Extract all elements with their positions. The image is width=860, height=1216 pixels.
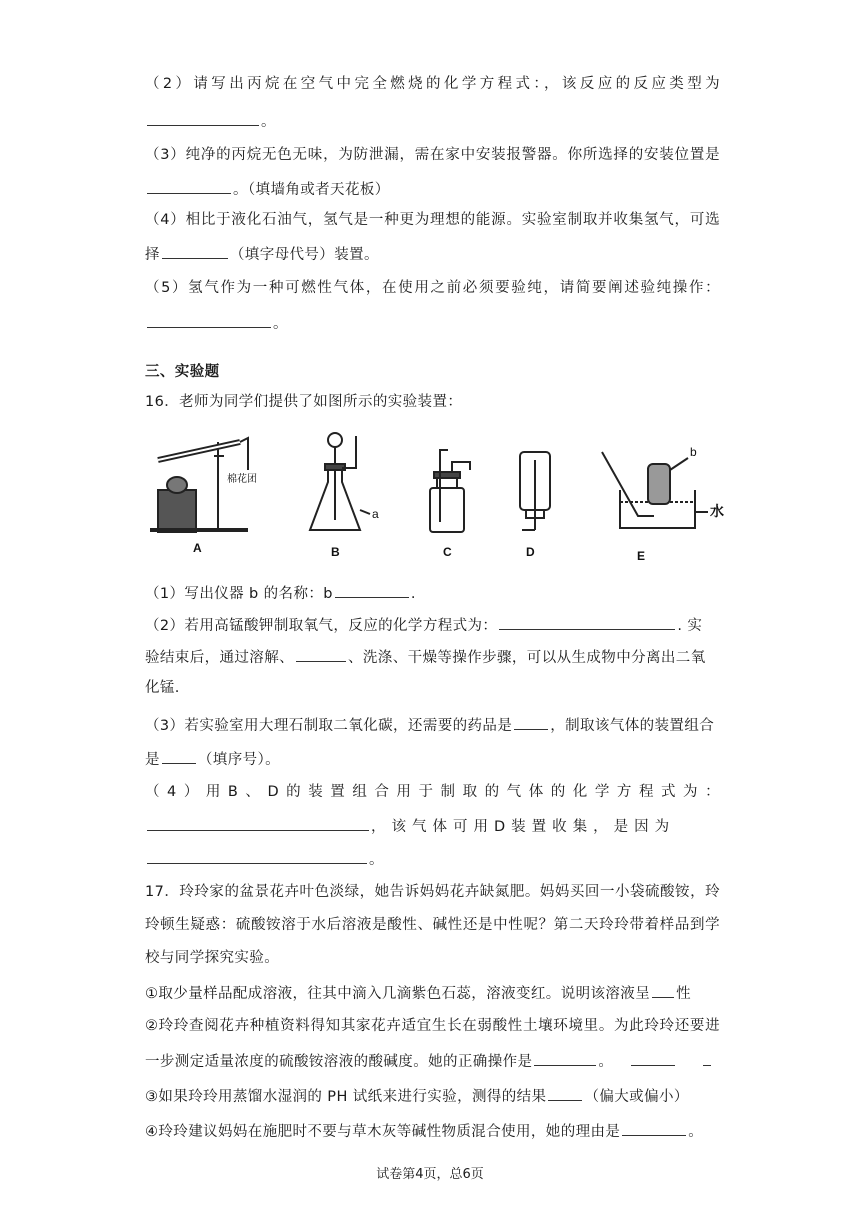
answer-blank[interactable] — [335, 582, 409, 598]
label-a: A — [193, 541, 202, 555]
q16-2-line1: （2）若用高锰酸钾制取氧气，反应的化学方程式为： . 实 — [145, 614, 720, 636]
apparatus-e — [602, 452, 708, 528]
q17-4: ④玲玲建议妈妈在施肥时不要与草木灰等碱性物质混合使用，她的理由是 。 — [145, 1120, 720, 1142]
page-footer: 试卷第4页，总6页 — [376, 1167, 484, 1182]
label-e: E — [637, 549, 646, 563]
q15-2-line1: （2）请写出丙烷在空气中完全燃烧的化学方程式：，该反应的反应类型为 — [145, 76, 720, 92]
q17-2-line2: 一步测定适量浓度的硫酸铵溶液的酸碱度。她的正确操作是 。 — [145, 1050, 720, 1072]
apparatus-figure — [140, 430, 730, 575]
q17-2-line1: ②玲玲查阅花卉种植资料得知其家花卉适宜生长在弱酸性土壤环境里。为此玲玲还要进 — [145, 1018, 720, 1034]
q16-1: （1）写出仪器 b 的名称：b . — [145, 582, 720, 604]
q16-4-line1: （4）用B、D的装置组合用于制取的气体的化学方程式为： — [145, 784, 720, 800]
answer-blank[interactable] — [622, 1120, 686, 1136]
q16-2-line2: 验结束后，通过溶解、 、洗涤、干燥等操作步骤，可以从生成物中分离出二氧 — [145, 646, 720, 668]
answer-blank[interactable] — [296, 646, 346, 662]
q15-5-line2: 。 — [145, 312, 720, 334]
q17-1: ①取少量样品配成溶液，往其中滴入几滴紫色石蕊，溶液变红。说明该溶液呈 性 — [145, 982, 720, 1004]
answer-blank[interactable] — [652, 982, 674, 998]
label-b: B — [331, 545, 340, 559]
label-water: 水 — [710, 503, 724, 519]
apparatus-a — [150, 438, 248, 532]
q16-4-line2: ，该气体可用D装置收集，是因为 — [145, 815, 720, 837]
q17-stem-line3: 校与同学探究实验。 — [145, 950, 280, 966]
section-heading: 三、实验题 — [145, 364, 220, 380]
answer-blank[interactable] — [548, 1085, 582, 1101]
q17-3: ③如果玲玲用蒸馏水湿润的 PH 试纸来进行实验，测得的结果 （偏大或偏小） — [145, 1085, 720, 1107]
label-tag-a: a — [372, 507, 379, 521]
q16-3-line1: （3）若实验室用大理石制取二氧化碳，还需要的药品是 ，制取该气体的装置组合 — [145, 714, 720, 736]
q15-2-line2: 。 — [145, 110, 720, 132]
label-tag-b: b — [690, 445, 697, 459]
answer-blank[interactable] — [499, 614, 675, 630]
apparatus-b — [310, 433, 370, 530]
q16-2-line3: 化锰. — [145, 680, 180, 696]
q15-3-line2: 。（填墙角或者天花板） — [145, 178, 720, 200]
q15-4-line2: 择 （填字母代号）装置。 — [145, 243, 720, 265]
q15-3-line1: （3）纯净的丙烷无色无味，为防泄漏，需在家中安装报警器。你所选择的安装位置是 — [145, 147, 720, 163]
answer-blank[interactable] — [147, 312, 271, 328]
q17-stem-line1: 17．玲玲家的盆景花卉叶色淡绿，她告诉妈妈花卉缺氮肥。妈妈买回一小袋硫酸铵，玲 — [145, 884, 720, 900]
answer-blank[interactable] — [631, 1050, 675, 1066]
label-d: D — [526, 545, 535, 559]
answer-blank[interactable] — [514, 714, 548, 730]
apparatus-svg — [140, 430, 730, 575]
apparatus-c — [430, 450, 470, 532]
answer-blank[interactable] — [162, 243, 228, 259]
q16-3-line2: 是 （填序号）。 — [145, 748, 720, 770]
label-c: C — [443, 545, 452, 559]
answer-blank[interactable] — [147, 110, 259, 126]
answer-blank[interactable] — [147, 848, 367, 864]
q16-stem: 16．老师为同学们提供了如图所示的实验装置： — [145, 394, 463, 410]
q15-5-line1: （5）氢气作为一种可燃性气体，在使用之前必须要验纯，请简要阐述验纯操作： — [145, 280, 720, 296]
q16-4-line3: 。 — [145, 848, 720, 870]
answer-blank[interactable] — [703, 1050, 711, 1066]
answer-blank[interactable] — [162, 748, 196, 764]
answer-blank[interactable] — [534, 1050, 596, 1066]
apparatus-d — [520, 452, 550, 530]
label-cotton: 棉花团 — [227, 474, 257, 485]
q17-stem-line2: 玲顿生疑惑：硫酸铵溶于水后溶液是酸性、碱性还是中性呢？第二天玲玲带着样品到学 — [145, 917, 720, 933]
answer-blank[interactable] — [147, 815, 369, 831]
q15-4-line1: （4）相比于液化石油气，氢气是一种更为理想的能源。实验室制取并收集氢气，可选 — [145, 212, 720, 228]
answer-blank[interactable] — [147, 178, 231, 194]
